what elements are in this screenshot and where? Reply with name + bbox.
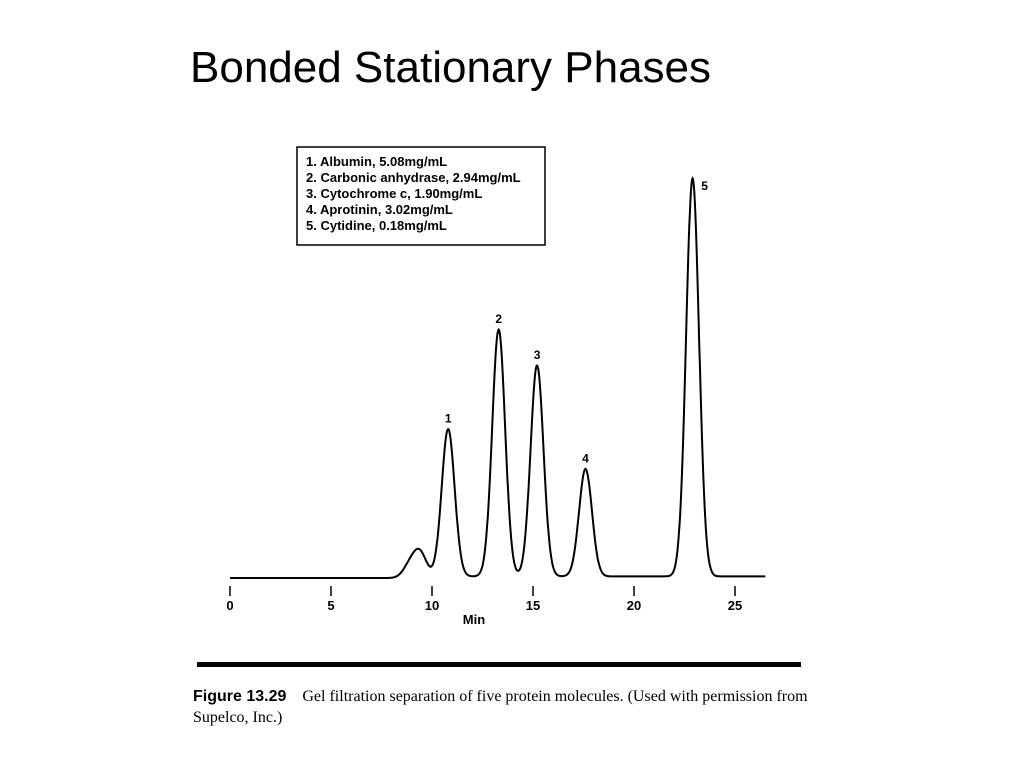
x-tick-label-5: 5 xyxy=(327,598,335,613)
legend-entry-5: 5. Cytidine, 0.18mg/mL xyxy=(306,218,447,233)
x-tick-label-0: 0 xyxy=(226,598,234,613)
x-axis xyxy=(226,586,742,613)
peak-label-2: 2 xyxy=(495,312,503,327)
caption-text: Gel filtration separation of five protein molecules. (Used with permission from Supelco, Inc.) xyxy=(193,688,808,726)
x-axis-label: Min xyxy=(462,612,486,627)
x-tick-label-20: 20 xyxy=(626,598,642,613)
legend-entry-2: 2. Carbonic anhydrase, 2.94mg/mL xyxy=(306,170,521,185)
peak-label-1: 1 xyxy=(444,411,452,426)
x-tick-label-10: 10 xyxy=(424,598,440,613)
legend-entry-1: 1. Albumin, 5.08mg/mL xyxy=(306,154,448,169)
legend-box xyxy=(297,147,545,245)
legend-entry-3: 3. Cytochrome c, 1.90mg/mL xyxy=(306,186,483,201)
peak-label-3: 3 xyxy=(533,348,541,363)
legend-entry-4: 4. Aprotinin, 3.02mg/mL xyxy=(306,202,453,217)
slide-title: Bonded Stationary Phases xyxy=(190,43,712,92)
peak-label-4: 4 xyxy=(582,451,589,466)
x-tick-label-25: 25 xyxy=(727,598,743,613)
x-tick-label-15: 15 xyxy=(525,598,541,613)
caption-label: Figure 13.29 xyxy=(193,688,287,705)
caption-rule xyxy=(197,662,801,667)
figure-caption xyxy=(193,686,843,730)
peak-label-5: 5 xyxy=(701,179,708,193)
